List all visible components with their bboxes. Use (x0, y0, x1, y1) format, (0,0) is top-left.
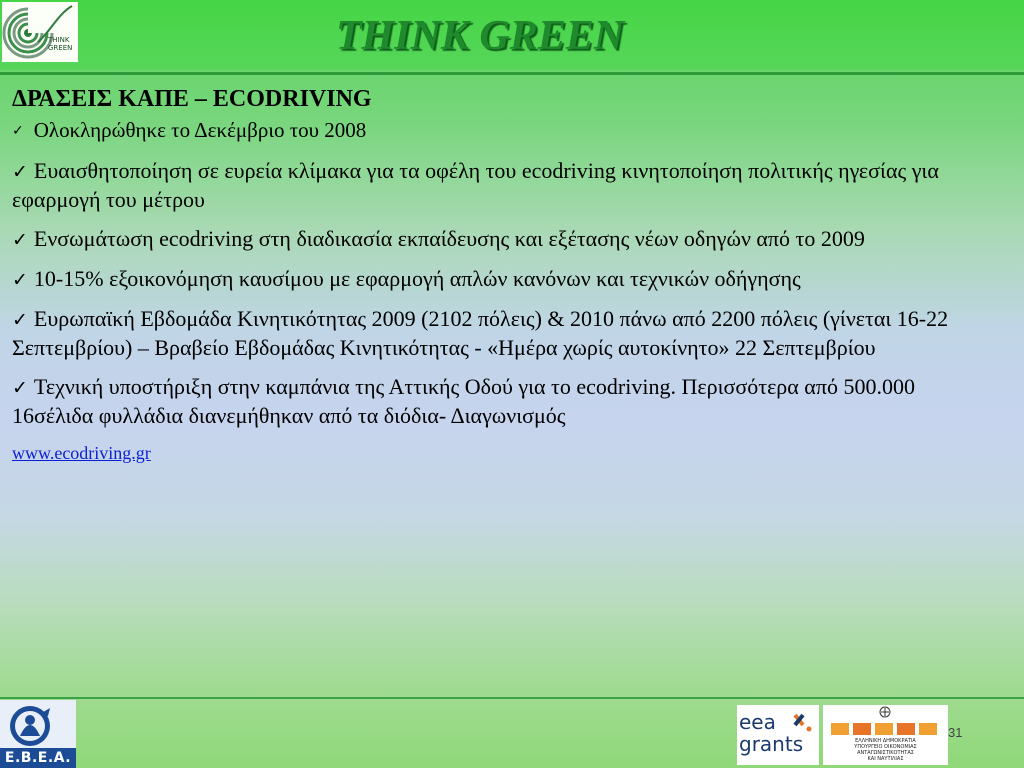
logo-green-text: GREEN (48, 44, 73, 52)
eea-text-line: eea (739, 710, 776, 734)
slide-title: THINK GREEN (335, 13, 625, 59)
ministry-label (827, 738, 944, 762)
bullet-text: Ευρωπαϊκή Εβδομάδα Κινητικότητας 2009 (2102 πόλεις) & 2010 πάνω από 2200 πόλεις (γίνεται 16-22 Σεπτεμβρίου) – Βραβείο Εβδομάδας Κινητικότητας - «Ημέρα χωρίς αυτοκίνητο» 22 Σεπτεμβρίου (12, 306, 949, 360)
bullet-text: Ευαισθητοποίηση σε ευρεία κλίμακα για τα οφέλη του ecodriving κινητοποίηση πολιτικής ηγεσίας για εφαρμογή του μέτρου (12, 158, 939, 212)
page-number: 31 (948, 725, 963, 740)
grants-text-line: grants (739, 732, 804, 756)
bullet-item-5 (12, 305, 997, 362)
ebea-label: E.B.E.A. (0, 748, 76, 768)
bullet-text: Τεχνική υποστήριξη στην καμπάνια της Αττικής Οδού για το ecodriving. Περισσότερα από 500.000 16σέλιδα φυλλάδια διανεμήθηκαν από τα διόδια- Διαγωνισμός (12, 374, 915, 428)
header-divider (0, 72, 1024, 75)
ministry-line-2: ΥΠΟΥΡΓΕΙΟ ΟΙΚΟΝΟΜΙΑΣ (854, 744, 917, 750)
check-icon: ✓ (12, 269, 28, 291)
ministry-logo (823, 705, 948, 765)
eea-grants-logo (737, 705, 819, 765)
check-icon: ✓ (12, 229, 28, 251)
section-heading: ΔΡΑΣΕΙΣ ΚΑΠΕ – ECODRIVING (12, 86, 372, 112)
bullet-item-1 (12, 116, 997, 145)
ministry-emblem-icon (823, 705, 948, 739)
check-icon: ✓ (12, 309, 28, 331)
ecodriving-link[interactable]: www.ecodriving.gr (12, 443, 151, 463)
slide-header (0, 0, 1024, 70)
ebea-logo (0, 700, 76, 768)
check-icon: ✓ (12, 161, 28, 183)
bullet-item-6 (12, 373, 997, 430)
ministry-line-4: ΚΑΙ ΝΑΥΤΙΛΙΑΣ (867, 756, 904, 762)
bullet-item-3 (12, 225, 997, 254)
bullet-text: 10-15% εξοικονόμηση καυσίμου με εφαρμογή απλών κανόνων και τεχνικών οδήγησης (33, 266, 801, 291)
check-icon: ✓ (12, 123, 24, 139)
slide-content (12, 84, 997, 465)
logo-think-text: THINK (48, 36, 70, 44)
eea-star-icon (737, 705, 819, 765)
ebea-emblem-icon (0, 700, 76, 748)
bullet-item-4 (12, 265, 997, 294)
bullet-text: Ενσωμάτωση ecodriving στη διαδικασία εκπαίδευσης και εξέτασης νέων οδηγών από το 2009 (33, 226, 865, 251)
ministry-line-1: ΕΛΛΗΝΙΚΗ ΔΗΜΟΚΡΑΤΙΑ (855, 738, 916, 744)
footer-divider (0, 697, 1024, 699)
bullet-text: Ολοκληρώθηκε το Δεκέμβριο του 2008 (33, 118, 367, 142)
bullet-item-2 (12, 157, 997, 214)
ministry-line-3: ΑΝΤΑΓΩΝΙΣΤΙΚΟΤΗΤΑΣ (857, 750, 914, 756)
check-icon: ✓ (12, 377, 28, 399)
